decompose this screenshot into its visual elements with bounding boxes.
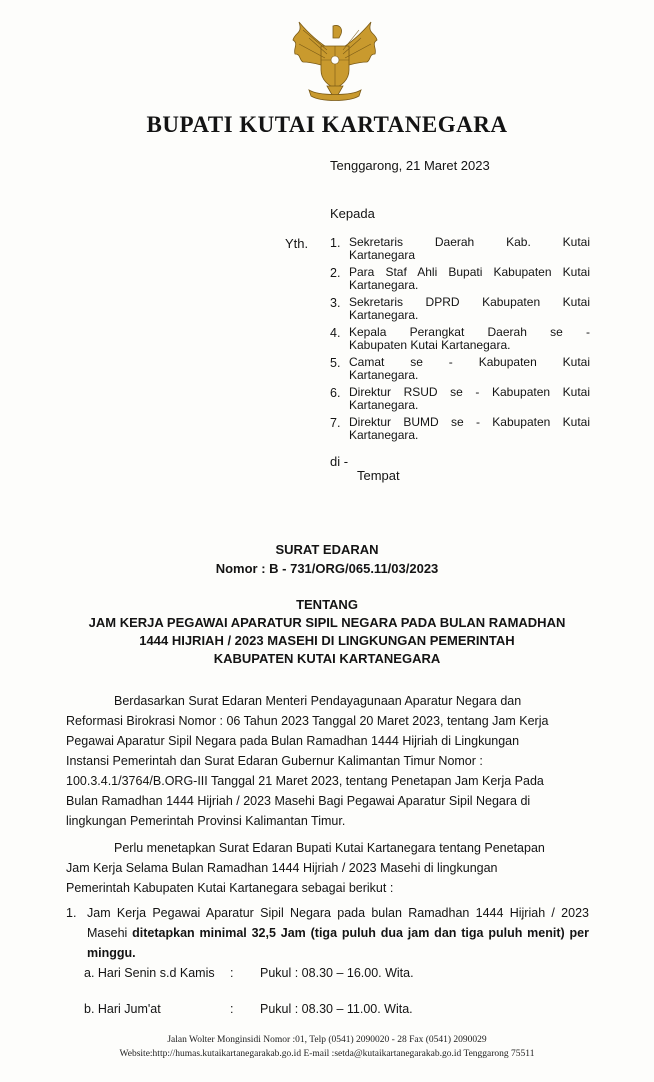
footer-contact: Website:http://humas.kutaikartanegarakab.go.id E-mail :setda@kutaikartanegarakab.go.id Tenggarong 75511 [119,1049,535,1059]
recipient-item [330,386,590,412]
recipient-text-line1: Kepala Perangkat Daerah se - [349,325,590,339]
recipient-text-line2: Kartanegara. [349,308,419,322]
paragraph-1-line: Reformasi Birokrasi Nomor : 06 Tahun 2023 Tanggal 20 Maret 2023, tentang Jam Kerja [66,714,549,728]
schedule-label-b: b. Hari Jum'at [84,1002,161,1016]
subject-line-3: KABUPATEN KUTAI KARTANEGARA [213,651,441,666]
subject-line-2: 1444 HIJRIAH / 2023 MASEHI DI LINGKUNGAN PEMERINTAH [139,633,515,648]
recipient-item [330,356,590,382]
letterhead-title: BUPATI KUTAI KARTANEGARA [146,112,508,137]
garuda-pancasila-emblem-icon [287,16,383,102]
schedule-value-a: Pukul : 08.30 – 16.00. Wita. [260,966,414,980]
recipient-text-line2: Kartanegara. [349,278,419,292]
paragraph-1-line: Bulan Ramadhan 1444 Hijriah / 2023 Masehi Bagi Pegawai Aparatur Sipil Negara di [66,794,531,808]
recipient-list [330,236,590,446]
paragraph-2-line: Pemerintah Kabupaten Kutai Kartanegara sebagai berikut : [66,881,394,895]
recipient-text-line2: Kabupaten Kutai Kartanegara. [349,338,511,352]
addressee-heading: Kepada [330,206,375,221]
recipient-text-line1: Camat se - Kabupaten Kutai [349,355,590,369]
recipient-text-line2: Kartanegara. [349,398,419,412]
schedule-colon-a: : [230,966,234,980]
schedule-colon-b: : [230,1002,234,1016]
tentang-heading: TENTANG [296,597,358,612]
paragraph-1-line: Pegawai Aparatur Sipil Negara pada Bulan Ramadhan 1444 Hijriah di Lingkungan [66,734,520,748]
paragraph-1-line: lingkungan Pemerintah Provinsi Kalimantan Timur. [66,814,346,828]
circular-heading: SURAT EDARAN [275,542,379,557]
subject-line-1: JAM KERJA PEGAWAI APARATUR SIPIL NEGARA PADA BULAN RAMADHAN [88,615,566,630]
recipient-text-line1: Direktur BUMD se - Kabupaten Kutai [349,415,590,429]
provision-text [66,903,589,963]
recipient-number: 3. [330,296,341,310]
recipient-text-line1: Para Staf Ahli Bupati Kabupaten Kutai [349,265,590,279]
provision-text-bold: ditetapkan minimal 32,5 Jam (tiga puluh dua jam dan tiga puluh menit) per minggu. [87,926,589,960]
footer-address: Jalan Wolter Monginsidi Nomor :01, Telp (0541) 2090020 - 28 Fax (0541) 2090029 [167,1035,487,1045]
provision-item-1 [66,903,589,963]
recipient-text-line2: Kartanegara. [349,428,419,442]
paragraph-2-line: Perlu menetapkan Surat Edaran Bupati Kutai Kartanegara tentang Penetapan [114,841,545,855]
recipient-number: 2. [330,266,341,280]
recipient-item [330,236,590,262]
recipient-text-line2: Kartanegara. [349,368,419,382]
paragraph-1-line: Berdasarkan Surat Edaran Menteri Pendayagunaan Aparatur Negara dan [114,694,522,708]
recipient-number: 1. [330,236,341,250]
paragraph-1-line: Instansi Pemerintah dan Surat Edaran Gubernur Kalimantan Timur Nomor : [66,754,483,768]
recipient-number: 7. [330,416,341,430]
recipient-text-line1: Sekretaris Daerah Kab. Kutai [349,235,590,249]
schedule-value-b: Pukul : 08.30 – 11.00. Wita. [260,1002,413,1016]
provision-number: 1. [66,906,77,920]
recipient-text-line1: Sekretaris DPRD Kabupaten Kutai [349,295,590,309]
recipient-text-line2: Kartanegara [349,248,416,262]
tempat-label: Tempat [357,468,400,483]
recipient-number: 6. [330,386,341,400]
recipient-number: 5. [330,356,341,370]
circular-number: Nomor : B - 731/ORG/065.11/03/2023 [215,561,439,576]
recipient-number: 4. [330,326,341,340]
di-label: di - [330,454,349,469]
recipient-item [330,326,590,352]
provision-text-plain: Jam Kerja Pegawai Aparatur Sipil Negara pada bulan Ramadhan 1444 Hijriah / 2023 Masehi [87,906,589,940]
yth-label: Yth. [285,236,309,251]
recipient-text-line1: Direktur RSUD se - Kabupaten Kutai [349,385,590,399]
recipient-item [330,296,590,322]
recipient-item [330,266,590,292]
schedule-label-a: a. Hari Senin s.d Kamis [84,966,215,980]
letter-date: Tenggarong, 21 Maret 2023 [330,158,490,173]
recipient-item [330,416,590,442]
paragraph-2-line: Jam Kerja Selama Bulan Ramadhan 1444 Hijriah / 2023 Masehi di lingkungan [66,861,498,875]
paragraph-1-line: 100.3.4.1/3764/B.ORG-III Tanggal 21 Maret 2023, tentang Penetapan Jam Kerja Pada [66,774,544,788]
